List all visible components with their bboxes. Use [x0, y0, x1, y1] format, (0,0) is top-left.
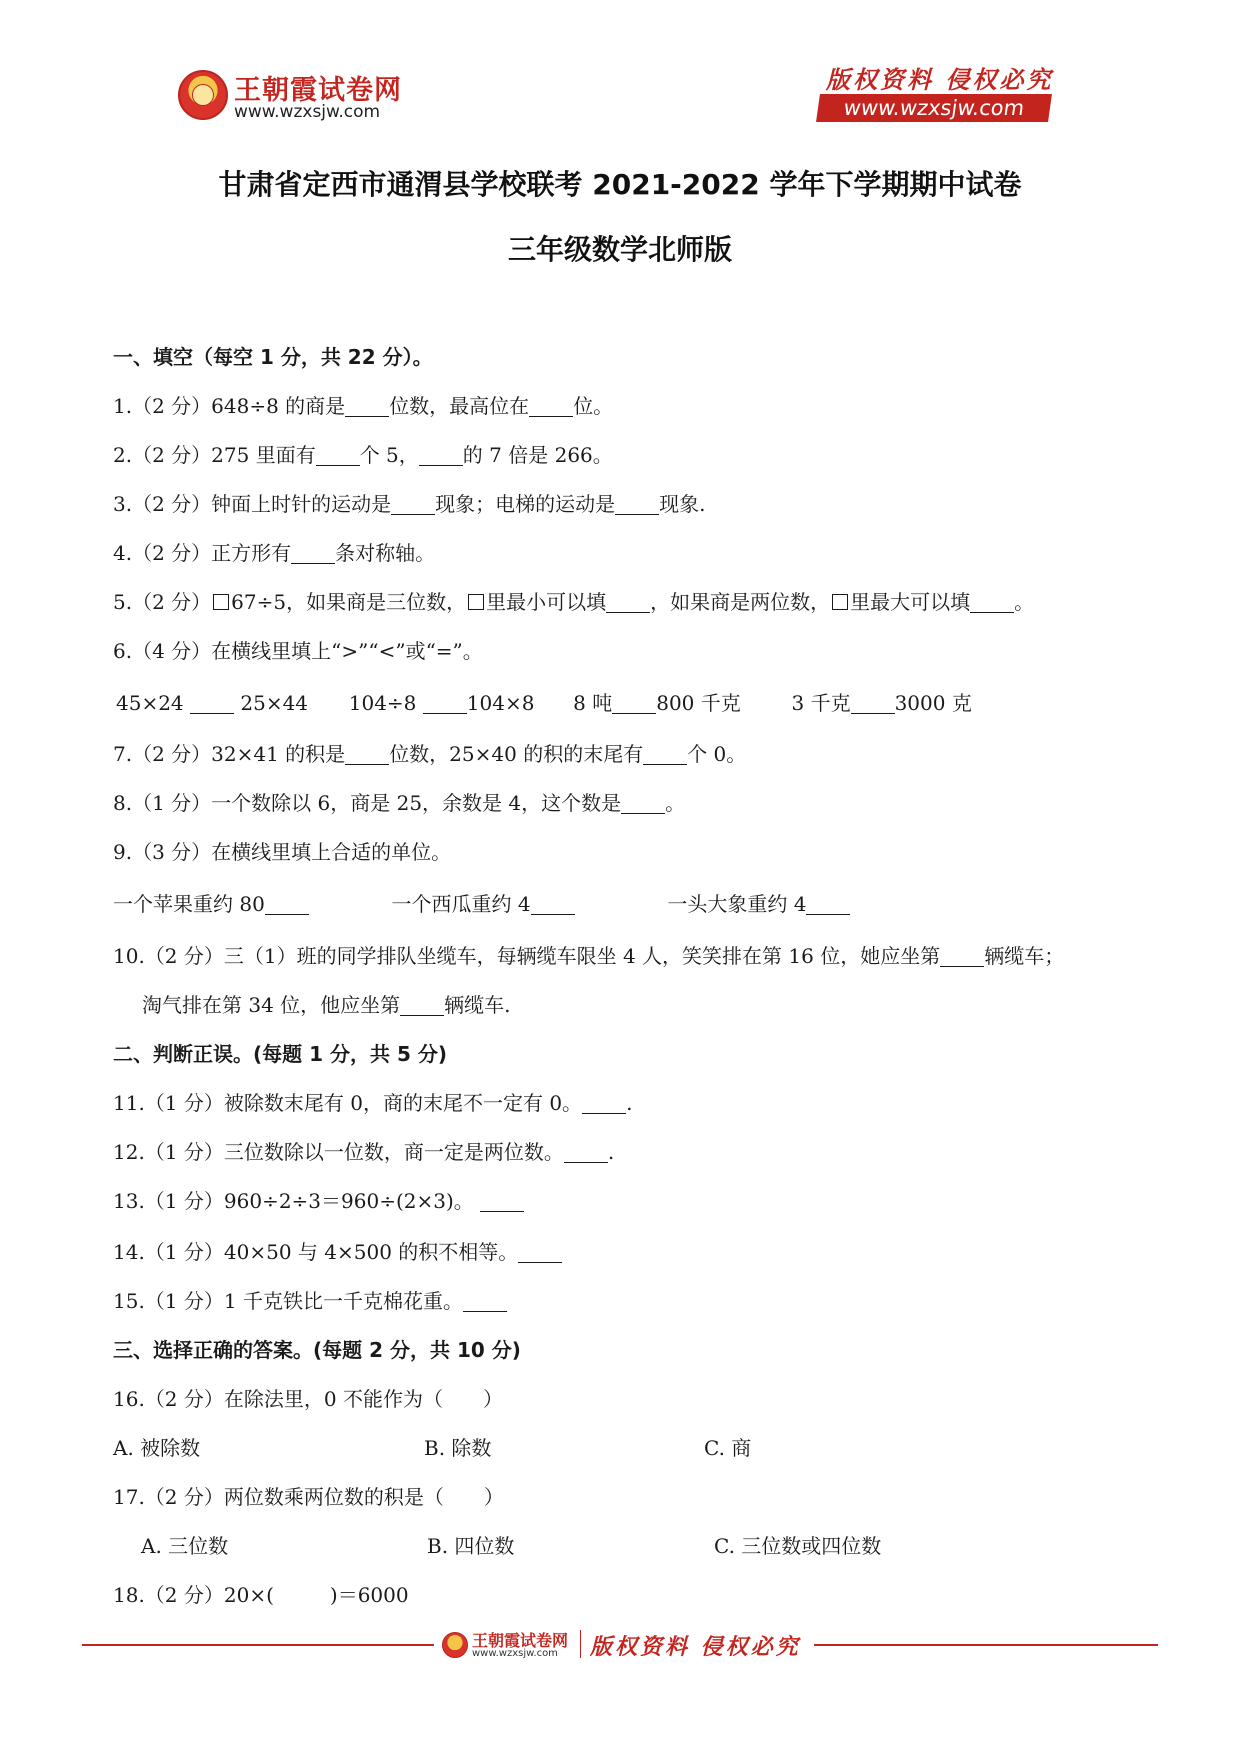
- exam-subtitle: 三年级数学北师版: [507, 233, 732, 266]
- footer-copyright: 版权资料 侵权必究: [590, 1634, 801, 1660]
- question-text: 辆缆车；: [984, 944, 1065, 968]
- question-text: 16.（2 分）在除法里，0 不能作为（: [113, 1387, 443, 1411]
- question-text: 9.（3 分）在横线里填上合适的单位。: [113, 840, 452, 864]
- copyright-url: www.wzxsjw.com: [816, 94, 1052, 122]
- question-text: 4.（2 分）正方形有: [113, 541, 292, 565]
- question-text: 7.（2 分）32×41 的积是: [113, 742, 346, 766]
- comparison-left: 45×24: [116, 691, 184, 715]
- question-text: 个 5，: [359, 443, 419, 467]
- copyright-text: 版权资料 侵权必究: [826, 65, 1054, 94]
- question-4: [113, 537, 435, 566]
- comparison-left: 8 吨: [573, 691, 613, 715]
- question-3: [113, 488, 706, 517]
- footer-separator: [580, 1630, 581, 1658]
- question-text: 位数，25×40 的积的末尾有: [389, 742, 644, 766]
- question-text: .: [607, 1140, 615, 1164]
- question-text: 现象.: [659, 492, 706, 516]
- answer-blank: [531, 894, 575, 915]
- question-17: [113, 1481, 504, 1510]
- question-text: )＝6000: [329, 1583, 409, 1607]
- question-text: 5.（2 分）: [113, 590, 212, 614]
- question-text: 位数，最高位在: [389, 394, 530, 418]
- answer-blank: [518, 1242, 562, 1263]
- option-17-b[interactable]: B. 四位数: [427, 1534, 515, 1558]
- question-text: .: [626, 1091, 633, 1115]
- section-heading-true-false: 二、判断正误。(每题 1 分，共 5 分): [113, 1042, 447, 1066]
- digit-box-icon: [468, 594, 484, 610]
- question-text: ）: [482, 1387, 503, 1411]
- question-6: [113, 635, 483, 664]
- answer-blank: [291, 543, 335, 564]
- footer-site-url: www.wzxsjw.com: [472, 1648, 558, 1659]
- answer-blank: [606, 592, 650, 613]
- question-12: [113, 1136, 614, 1165]
- answer-blank: [940, 946, 984, 967]
- question-text: 个 0。: [687, 742, 747, 766]
- copyright-badge: [818, 60, 1054, 122]
- question-text: 位。: [573, 394, 614, 418]
- question-text: 现象；电梯的运动是: [435, 492, 616, 516]
- question-10: [113, 940, 1064, 969]
- question-18: [113, 1579, 409, 1608]
- answer-blank: [265, 894, 309, 915]
- footer-logo-icon: [442, 1632, 468, 1658]
- question-2: [113, 439, 613, 468]
- answer-blank: [480, 1191, 524, 1212]
- question-text: 10.（2 分）三（1）班的同学排队坐缆车，每辆缆车限坐 4 人，笑笑排在第 16 位，她应坐第: [113, 944, 941, 968]
- comparison-right: 25×44: [240, 691, 309, 715]
- question-8: [113, 787, 685, 816]
- option-17-a[interactable]: A. 三位数: [141, 1534, 229, 1558]
- answer-blank: [806, 894, 850, 915]
- answer-blank: [419, 445, 463, 466]
- answer-blank: [190, 693, 234, 714]
- unit-item: 一个西瓜重约 4: [391, 892, 531, 916]
- question-text: 67÷5，如果商是三位数，: [231, 590, 467, 614]
- answer-blank: [851, 693, 895, 714]
- answer-blank: [400, 995, 444, 1016]
- question-text: 12.（1 分）三位数除以一位数，商一定是两位数。: [113, 1140, 564, 1164]
- exam-title: 甘肃省定西市通渭县学校联考 2021-2022 学年下学期期中试卷: [218, 168, 1022, 201]
- question-text: 1.（2 分）648÷8 的商是: [113, 394, 346, 418]
- question-text: 。: [1014, 590, 1035, 614]
- comparison-left: 104÷8: [348, 691, 417, 715]
- option-17-c[interactable]: C. 三位数或四位数: [714, 1534, 882, 1558]
- question-text: 条对称轴。: [335, 541, 436, 565]
- option-16-a[interactable]: A. 被除数: [113, 1436, 201, 1460]
- question-text: ）: [483, 1485, 504, 1509]
- question-15: [113, 1285, 507, 1314]
- answer-blank: [621, 793, 665, 814]
- footer-divider: [82, 1644, 434, 1646]
- question-text: 14.（1 分）40×50 与 4×500 的积不相等。: [113, 1240, 519, 1264]
- question-text: ，如果商是两位数，: [650, 590, 831, 614]
- unit-item: 一头大象重约 4: [667, 892, 807, 916]
- answer-blank: [970, 592, 1014, 613]
- page-footer: [0, 1624, 1240, 1664]
- option-16-c[interactable]: C. 商: [704, 1436, 752, 1460]
- question-5: [113, 586, 1034, 615]
- digit-box-icon: [213, 594, 229, 610]
- question-text: 的 7 倍是 266。: [462, 443, 613, 467]
- question-text: 17.（2 分）两位数乘两位数的积是（: [113, 1485, 444, 1509]
- unit-item: 一个苹果重约 80: [113, 892, 265, 916]
- site-logo: [178, 66, 402, 126]
- question-text: 。: [665, 791, 686, 815]
- answer-blank: [316, 445, 360, 466]
- answer-blank: [564, 1142, 608, 1163]
- question-9: [113, 836, 451, 865]
- comparison-left: 3 千克: [791, 691, 851, 715]
- question-text: 里最小可以填: [486, 590, 607, 614]
- question-11: [113, 1087, 632, 1116]
- question-13: [113, 1185, 524, 1214]
- answer-blank: [643, 744, 687, 765]
- question-text: 2.（2 分）275 里面有: [113, 443, 316, 467]
- section-heading-multiple-choice: 三、选择正确的答案。(每题 2 分，共 10 分): [113, 1338, 521, 1362]
- question-text: 13.（1 分）960÷2÷3＝960÷(2×3)。: [113, 1189, 474, 1213]
- comparison-right: 3000 克: [894, 691, 972, 715]
- answer-blank: [391, 494, 435, 515]
- answer-blank: [345, 744, 389, 765]
- question-7: [113, 738, 746, 767]
- digit-box-icon: [832, 594, 848, 610]
- question-text: 11.（1 分）被除数末尾有 0，商的末尾不一定有 0。: [113, 1091, 583, 1115]
- question-9-items: [113, 888, 850, 917]
- question-text: 6.（4 分）在横线里填上“>”“<”或“=”。: [113, 639, 483, 663]
- question-1: [113, 390, 613, 419]
- logo-name: 王朝霞试卷网: [234, 75, 402, 106]
- question-text: 3.（2 分）钟面上时针的运动是: [113, 492, 392, 516]
- answer-blank: [582, 1093, 626, 1114]
- answer-blank: [345, 396, 389, 417]
- question-text: 8.（1 分）一个数除以 6，商是 25，余数是 4，这个数是: [113, 791, 622, 815]
- question-16: [113, 1383, 503, 1412]
- answer-blank: [463, 1291, 507, 1312]
- question-text: 辆缆车.: [444, 993, 511, 1017]
- logo-emblem-icon: [178, 70, 228, 120]
- footer-divider: [814, 1644, 1158, 1646]
- comparison-right: 104×8: [466, 691, 535, 715]
- question-text: 里最大可以填: [850, 590, 971, 614]
- question-text: 淘气排在第 34 位，他应坐第: [142, 993, 401, 1017]
- footer-site-name: 王朝霞试卷网: [472, 1631, 569, 1650]
- question-10-continued: [142, 989, 511, 1018]
- option-16-b[interactable]: B. 除数: [424, 1436, 492, 1460]
- question-6-comparisons: [116, 687, 972, 716]
- comparison-right: 800 千克: [656, 691, 741, 715]
- section-heading-fill-in: 一、填空（每空 1 分，共 22 分）。: [113, 345, 433, 369]
- answer-blank: [529, 396, 573, 417]
- answer-blank: [423, 693, 467, 714]
- question-text: 18.（2 分）20×(: [113, 1583, 274, 1607]
- logo-url: www.wzxsjw.com: [234, 102, 381, 122]
- answer-blank: [612, 693, 656, 714]
- answer-blank: [615, 494, 659, 515]
- question-14: [113, 1236, 562, 1265]
- question-text: 15.（1 分）1 千克铁比一千克棉花重。: [113, 1289, 463, 1313]
